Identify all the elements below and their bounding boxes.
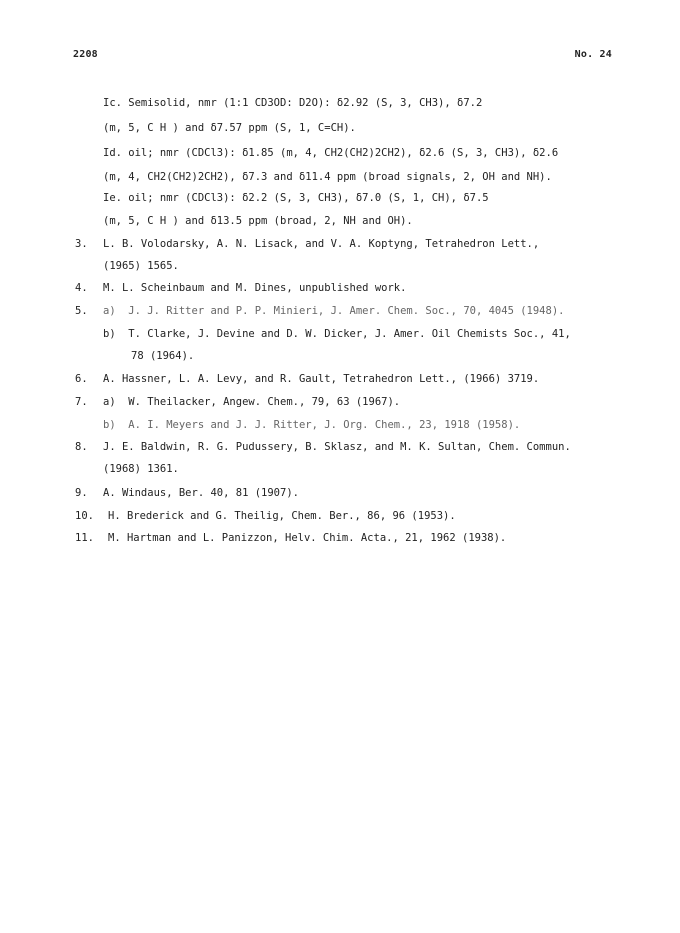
ref-3-line-1: L. B. Volodarsky, A. N. Lisack, and V. A. Koptyng, Tetrahedron Lett., (103, 238, 540, 250)
ref-5a-line: a) J. J. Ritter and P. P. Minieri, J. Amer. Chem. Soc., 70, 4045 (1948). (103, 305, 565, 317)
ref-5-number: 5. (75, 305, 88, 317)
note-ie-line-1: Ie. oil; nmr (CDCl3): δ2.2 (S, 3, CH3), δ7.0 (S, 1, CH), δ7.5 (103, 192, 489, 204)
note-ic-line-1: Ic. Semisolid, nmr (1:1 CD3OD: D2O): δ2.92 (S, 3, CH3), δ7.2 (103, 97, 483, 109)
ref-3-line-2: (1965) 1565. (103, 260, 179, 272)
ref-3-number: 3. (75, 238, 88, 250)
ref-6-number: 6. (75, 373, 88, 385)
ref-11-line-1: M. Hartman and L. Panizzon, Helv. Chim. Acta., 21, 1962 (1938). (108, 532, 507, 544)
ref-9-line-1: A. Windaus, Ber. 40, 81 (1907). (103, 487, 299, 499)
note-id-line-2: (m, 4, CH2(CH2)2CH2), δ7.3 and δ11.4 ppm (broad signals, 2, OH and NH). (103, 171, 552, 183)
ref-4-line-1: M. L. Scheinbaum and M. Dines, unpublished work. (103, 282, 407, 294)
ref-11-number: 11. (75, 532, 94, 544)
issue-number: No. 24 (574, 49, 612, 60)
ref-8-number: 8. (75, 441, 88, 453)
ref-10-number: 10. (75, 510, 94, 522)
ref-8-line-1: J. E. Baldwin, R. G. Pudussery, B. Sklasz, and M. K. Sultan, Chem. Commun. (103, 441, 571, 453)
page-number: 2208 (73, 49, 98, 60)
ref-10-line-1: H. Brederick and G. Theilig, Chem. Ber., 86, 96 (1953). (108, 510, 456, 522)
ref-8-line-2: (1968) 1361. (103, 463, 179, 475)
ref-7-number: 7. (75, 396, 88, 408)
ref-6-line-1: A. Hassner, L. A. Levy, and R. Gault, Tetrahedron Lett., (1966) 3719. (103, 373, 540, 385)
ref-9-number: 9. (75, 487, 88, 499)
ref-5b-line-1: b) T. Clarke, J. Devine and D. W. Dicker, J. Amer. Oil Chemists Soc., 41, (103, 328, 571, 340)
ref-5b-line-2: 78 (1964). (131, 350, 195, 362)
note-ie-line-2: (m, 5, C H ) and δ13.5 ppm (broad, 2, NH and OH). (103, 215, 413, 227)
ref-4-number: 4. (75, 282, 88, 294)
note-ic-line-2: (m, 5, C H ) and δ7.57 ppm (S, 1, C=CH). (103, 122, 356, 134)
ref-7b-line: b) A. I. Meyers and J. J. Ritter, J. Org. Chem., 23, 1918 (1958). (103, 419, 521, 431)
note-id-line-1: Id. oil; nmr (CDCl3): δ1.85 (m, 4, CH2(CH2)2CH2), δ2.6 (S, 3, CH3), δ2.6 (103, 147, 559, 159)
ref-7a-line: a) W. Theilacker, Angew. Chem., 79, 63 (1967). (103, 396, 401, 408)
